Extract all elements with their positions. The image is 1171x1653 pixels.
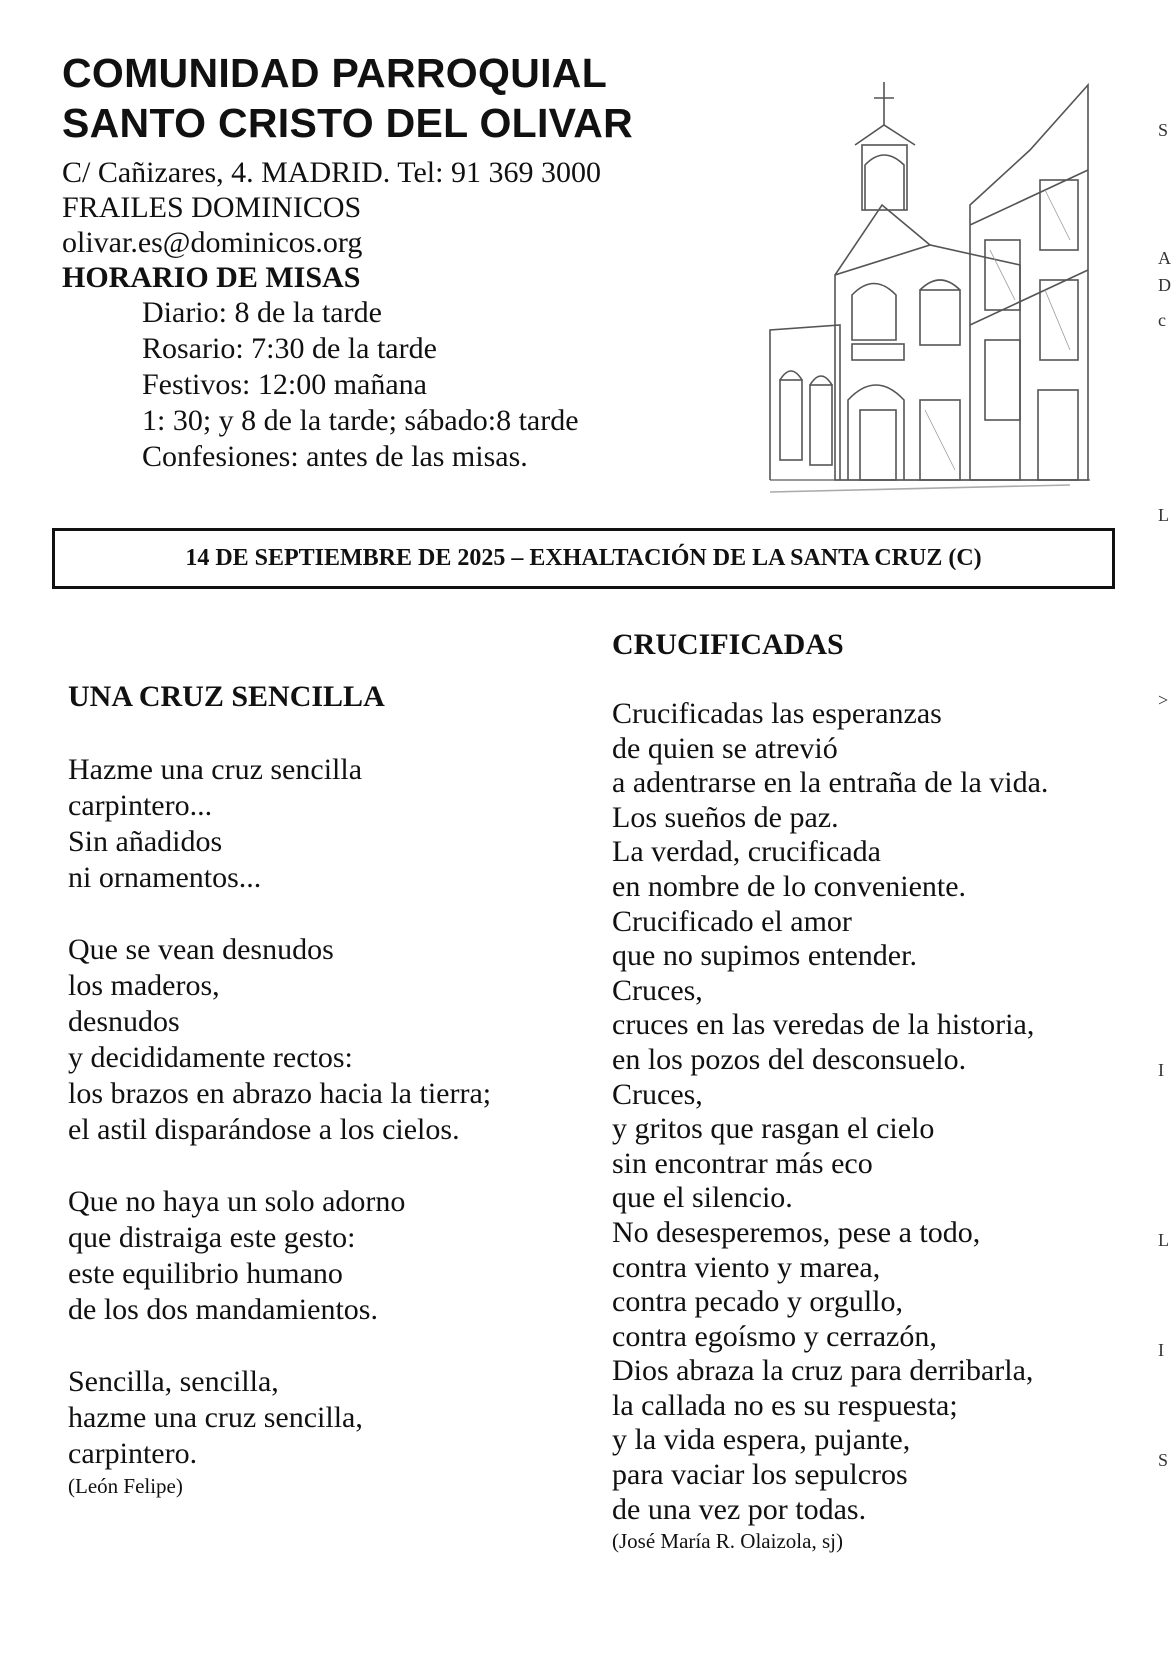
poem-line: y decididamente rectos: <box>68 1041 353 1074</box>
parish-title-line2: SANTO CRISTO DEL OLIVAR <box>62 100 634 146</box>
poem-right-title: CRUCIFICADAS <box>612 628 844 661</box>
poem-line: cruces en las veredas de la historia, <box>612 1008 1035 1042</box>
poem-line: Cruces, <box>612 973 703 1007</box>
email: olivar.es@dominicos.org <box>62 226 363 259</box>
poem-left-title: UNA CRUZ SENCILLA <box>68 680 385 713</box>
poem-line: desnudos <box>68 1005 180 1038</box>
schedule-line: 1: 30; y 8 de la tarde; sábado:8 tarde <box>142 404 579 437</box>
poem-line: Los sueños de paz. <box>612 800 839 834</box>
poem-line: Dios abraza la cruz para derribarla, <box>612 1354 1034 1388</box>
poem-line: los brazos en abrazo hacia la tierra; <box>68 1077 492 1110</box>
schedule-line: Confesiones: antes de las misas. <box>142 440 528 473</box>
poem-line: Sencilla, sencilla, <box>68 1365 279 1398</box>
poem-line: hazme una cruz sencilla, <box>68 1401 363 1434</box>
poem-line: los maderos, <box>68 969 220 1002</box>
poem-left-author: (León Felipe) <box>68 1474 183 1498</box>
schedule-line: Diario: 8 de la tarde <box>142 296 382 329</box>
poem-line: carpintero... <box>68 789 213 822</box>
church-illustration <box>770 40 1090 510</box>
poem-line: que el silencio. <box>612 1181 793 1215</box>
poem-line: contra pecado y orgullo, <box>612 1285 904 1319</box>
mass-schedule-list <box>142 295 579 475</box>
poem-line: de quien se atrevió <box>612 731 838 765</box>
poem-line: este equilibrio humano <box>68 1257 343 1290</box>
parish-title-line1: COMUNIDAD PARROQUIAL <box>62 50 608 96</box>
poem-line: sin encontrar más eco <box>612 1146 873 1180</box>
date-banner <box>52 528 1115 589</box>
poem-line: Crucificadas las esperanzas <box>612 697 942 730</box>
poem-line: en nombre de lo conveniente. <box>612 869 967 903</box>
stanza <box>68 932 588 1148</box>
order-name: FRAILES DOMINICOS <box>62 191 362 224</box>
poem-line: carpintero. <box>68 1437 198 1470</box>
poem-line: contra egoísmo y cerrazón, <box>612 1319 937 1353</box>
poem-right <box>612 627 1132 1555</box>
poem-line: contra viento y marea, <box>612 1250 881 1284</box>
poem-line: Sin añadidos <box>68 825 223 858</box>
poem-line: Crucificado el amor <box>612 904 852 938</box>
poem-line: ni ornamentos... <box>68 861 262 894</box>
poem-line: No desesperemos, pese a todo, <box>612 1215 981 1249</box>
poem-line: la callada no es su respuesta; <box>612 1388 958 1422</box>
poem-line: de una vez por todas. <box>612 1492 867 1526</box>
poem-line: y gritos que rasgan el cielo <box>612 1112 935 1146</box>
address: C/ Cañizares, 4. MADRID. Tel: 91 369 3000 <box>62 156 601 189</box>
stanza <box>68 1364 588 1472</box>
poem-line: Cruces, <box>612 1077 703 1111</box>
poem-line: que distraiga este gesto: <box>68 1221 356 1254</box>
poem-line: y la vida espera, pujante, <box>612 1423 911 1457</box>
poem-line: para vaciar los sepulcros <box>612 1458 908 1492</box>
poem-line: a adentrarse en la entraña de la vida. <box>612 766 1049 800</box>
schedule-line: Rosario: 7:30 de la tarde <box>142 332 437 365</box>
poem-line: Que se vean desnudos <box>68 933 334 966</box>
poem-left <box>68 679 588 1500</box>
poem-line: Hazme una cruz sencilla <box>68 753 363 786</box>
date-banner-text: 14 DE SEPTIEMBRE DE 2025 – EXHALTACIÓN DE LA SANTA CRUZ (C) <box>185 545 982 571</box>
stanza <box>68 1184 588 1328</box>
stanza <box>68 752 588 896</box>
poem-line: que no supimos entender. <box>612 939 917 973</box>
schedule-line: Festivos: 12:00 mañana <box>142 368 427 401</box>
adjacent-page-edge: S A D c L > I L I S <box>1158 120 1171 1470</box>
poem-right-author: (José María R. Olaizola, sj) <box>612 1529 843 1554</box>
mass-schedule-title: HORARIO DE MISAS <box>62 261 361 294</box>
poem-line: de los dos mandamientos. <box>68 1293 378 1326</box>
poem-line: La verdad, crucificada <box>612 835 881 869</box>
poem-line: Que no haya un solo adorno <box>68 1185 406 1218</box>
poem-line: el astil disparándose a los cielos. <box>68 1113 460 1146</box>
poem-right-body <box>612 697 1132 1527</box>
poem-line: en los pozos del desconsuelo. <box>612 1042 967 1076</box>
